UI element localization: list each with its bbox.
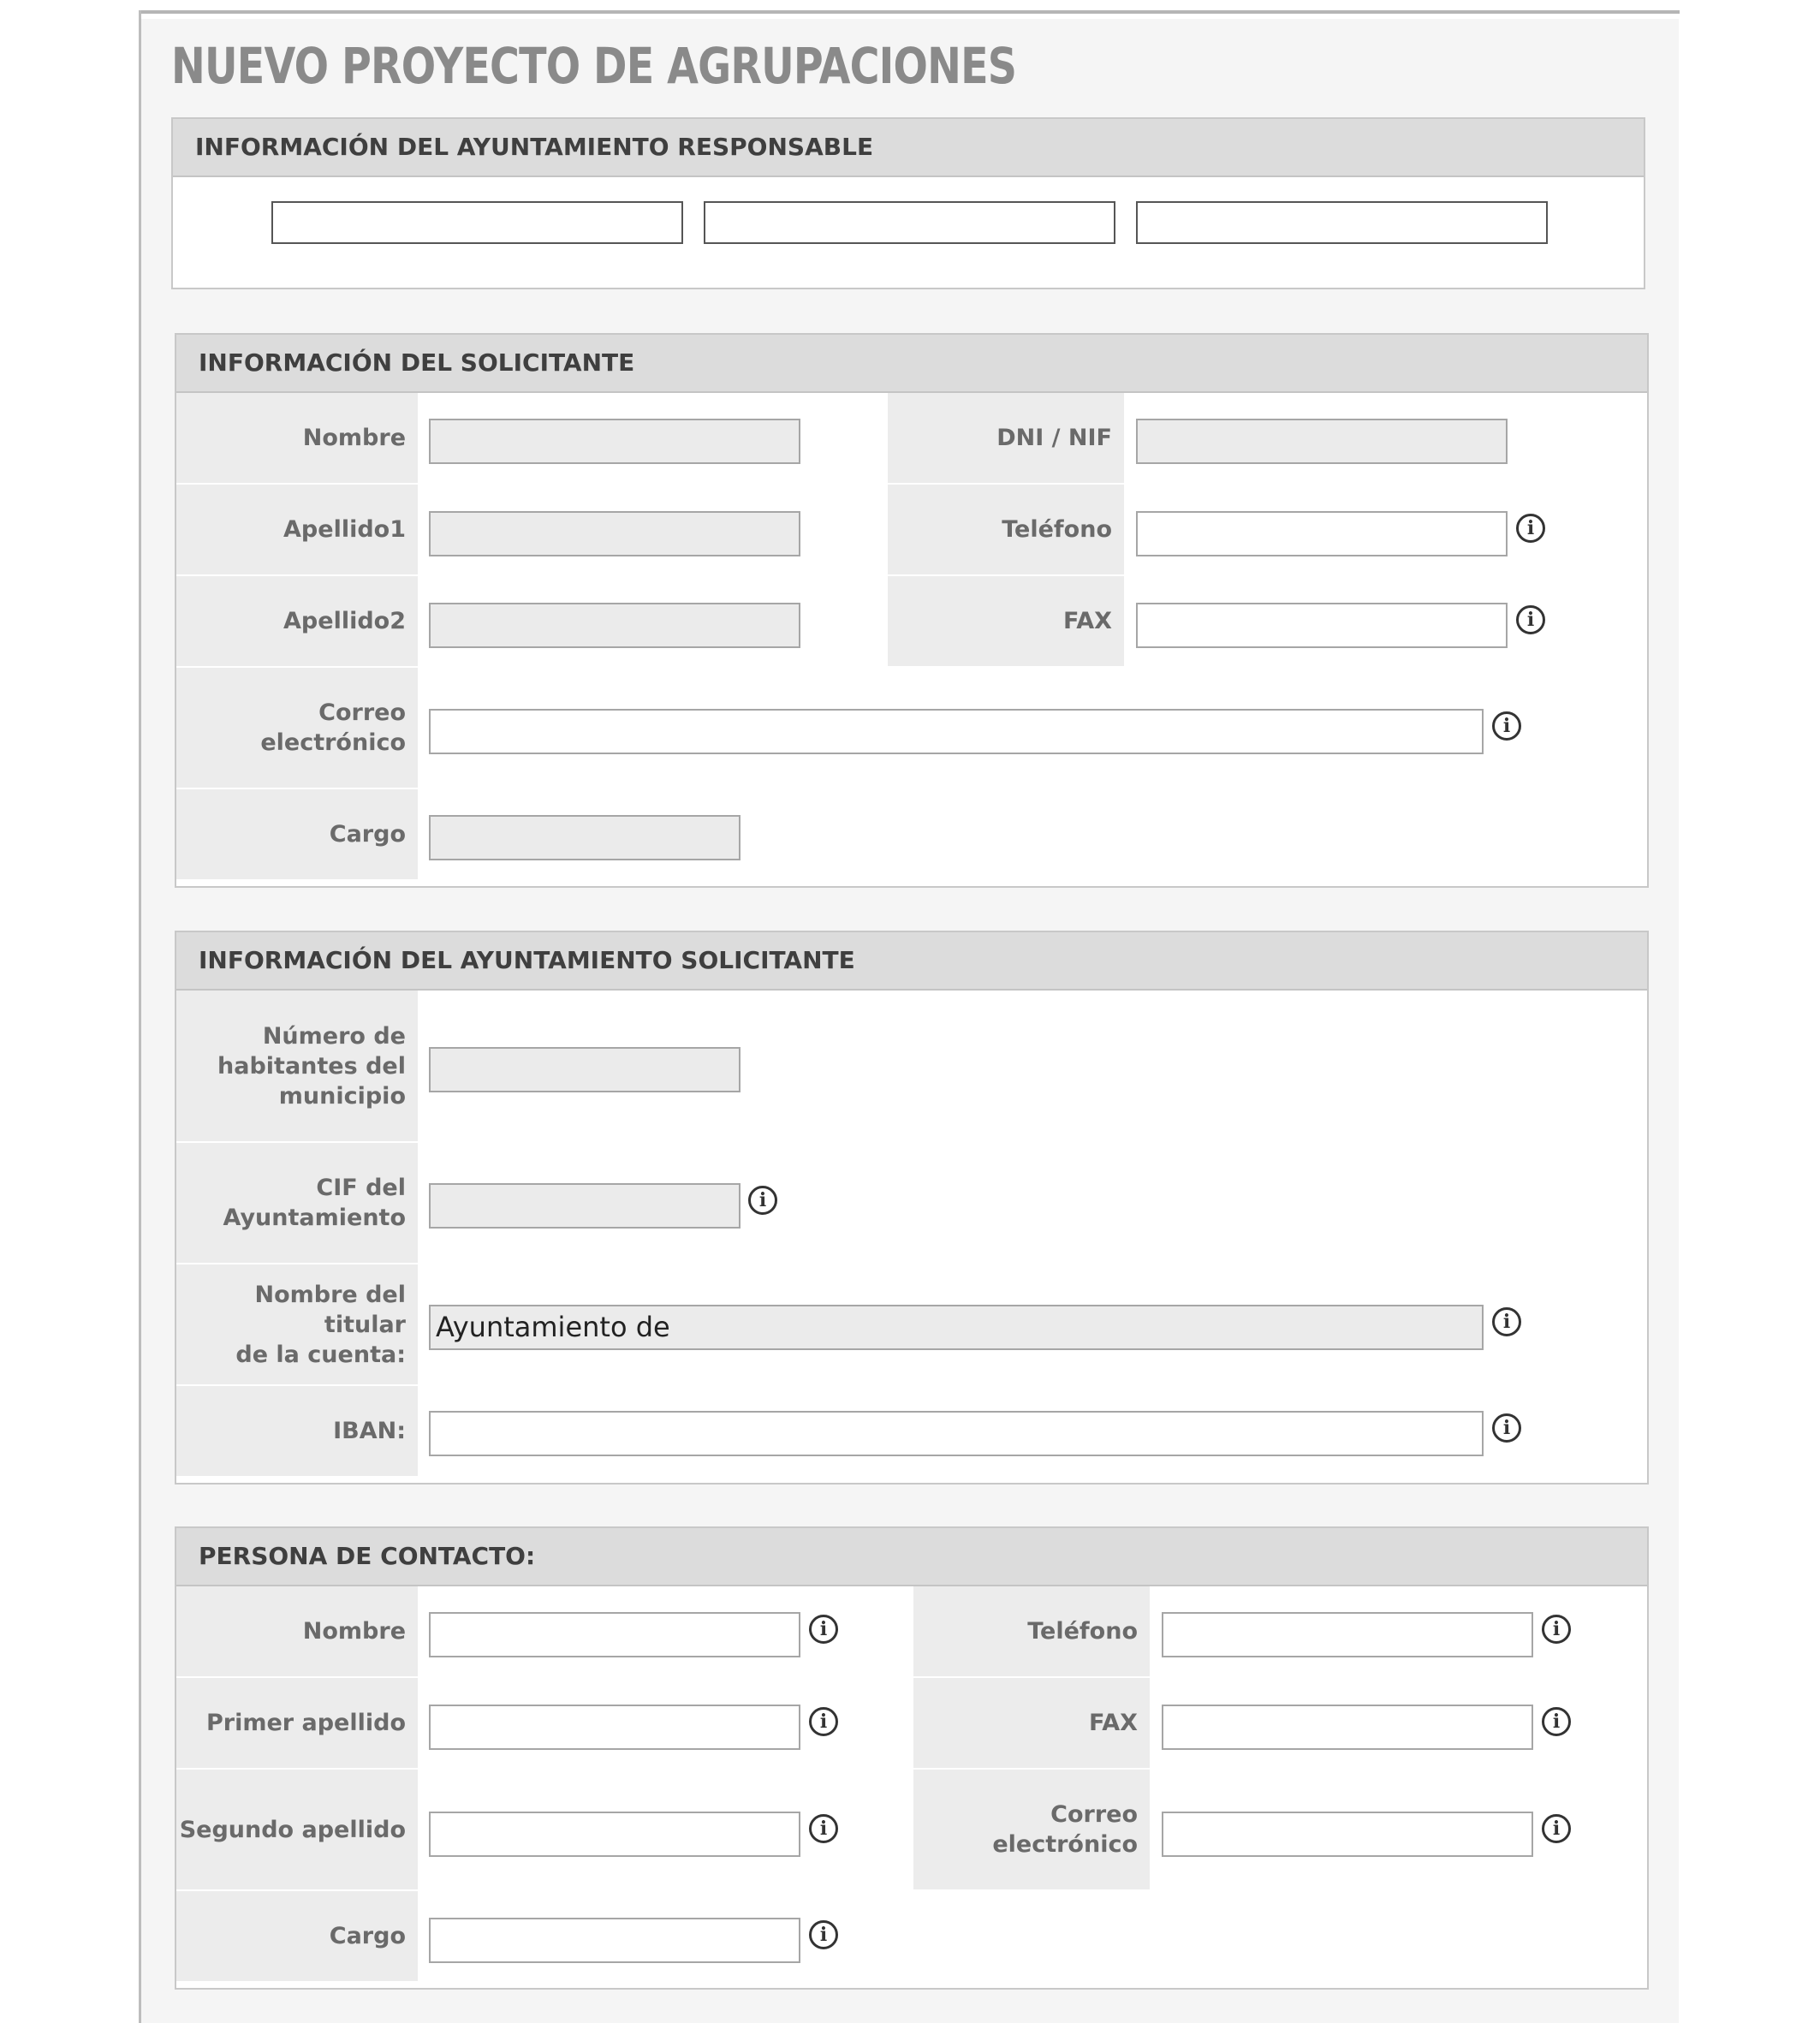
label-telefono: Teléfono [888,485,1124,576]
section-solicitante [175,333,1649,888]
contacto-correo-input[interactable] [1162,1812,1533,1857]
label-nombre: Nombre [176,393,418,485]
section-header: PERSONA DE CONTACTO: [176,1528,1647,1586]
section-ayuntamiento-solicitante [175,931,1649,1485]
label-segundo-apellido: Segundo apellido [176,1770,418,1891]
fax-input[interactable] [1136,603,1508,648]
label-apellido2: Apellido2 [176,576,418,668]
apellido1-input[interactable] [429,511,800,556]
frame-top-border [139,10,1680,14]
cif-input[interactable] [429,1183,740,1229]
iban-info-icon[interactable]: i [1492,1413,1521,1443]
iban-input[interactable] [429,1411,1484,1456]
label-contacto-correo: Correo electrónico [913,1770,1150,1891]
fax-info-icon[interactable]: i [1516,605,1545,634]
responsable-field-2[interactable] [704,201,1115,244]
contacto-telefono-info-icon[interactable]: i [1542,1615,1571,1644]
contacto-correo-info-icon[interactable]: i [1542,1814,1571,1843]
section-persona-contacto [175,1526,1649,1990]
page-title: NUEVO PROYECTO DE AGRUPACIONES [171,37,1017,95]
label-iban: IBAN: [176,1386,418,1478]
contacto-fax-input[interactable] [1162,1705,1533,1750]
contacto-nombre-input[interactable] [429,1612,800,1657]
contacto-cargo-info-icon[interactable]: i [809,1920,838,1949]
label-habitantes: Número de habitantes del municipio [176,991,418,1143]
label-contacto-fax: FAX [913,1678,1150,1770]
contacto-fax-info-icon[interactable]: i [1542,1707,1571,1736]
label-fax: FAX [888,576,1124,668]
correo-info-icon[interactable]: i [1492,711,1521,741]
nombre-input[interactable] [429,419,800,464]
dni-input[interactable] [1136,419,1508,464]
section-header: INFORMACIÓN DEL SOLICITANTE [176,335,1647,393]
label-contacto-telefono: Teléfono [913,1586,1150,1678]
correo-input[interactable] [429,709,1484,754]
titular-input[interactable]: Ayuntamiento de [429,1305,1484,1350]
segundo-apellido-info-icon[interactable]: i [809,1814,838,1843]
label-primer-apellido: Primer apellido [176,1678,418,1770]
contacto-nombre-info-icon[interactable]: i [809,1615,838,1644]
telefono-input[interactable] [1136,511,1508,556]
contacto-telefono-input[interactable] [1162,1612,1533,1657]
label-titular: Nombre del titular de la cuenta: [176,1264,418,1386]
responsable-field-1[interactable] [271,201,683,244]
responsable-field-3[interactable] [1136,201,1548,244]
section-header: INFORMACIÓN DEL AYUNTAMIENTO SOLICITANTE [176,932,1647,991]
apellido2-input[interactable] [429,603,800,648]
primer-apellido-info-icon[interactable]: i [809,1707,838,1736]
contacto-cargo-input[interactable] [429,1918,800,1963]
section-ayuntamiento-responsable [171,117,1645,289]
label-dni: DNI / NIF [888,393,1124,485]
telefono-info-icon[interactable]: i [1516,514,1545,543]
habitantes-input[interactable] [429,1047,740,1092]
label-contacto-nombre: Nombre [176,1586,418,1678]
cargo-input[interactable] [429,815,740,860]
frame-left-border [139,10,141,2023]
label-contacto-cargo: Cargo [176,1891,418,1983]
label-cargo: Cargo [176,789,418,881]
section-header: INFORMACIÓN DEL AYUNTAMIENTO RESPONSABLE [173,119,1644,177]
cif-info-icon[interactable]: i [748,1186,777,1215]
segundo-apellido-input[interactable] [429,1812,800,1857]
label-apellido1: Apellido1 [176,485,418,576]
label-correo: Correo electrónico [176,668,418,789]
label-cif: CIF del Ayuntamiento [176,1143,418,1264]
primer-apellido-input[interactable] [429,1705,800,1750]
titular-info-icon[interactable]: i [1492,1307,1521,1336]
